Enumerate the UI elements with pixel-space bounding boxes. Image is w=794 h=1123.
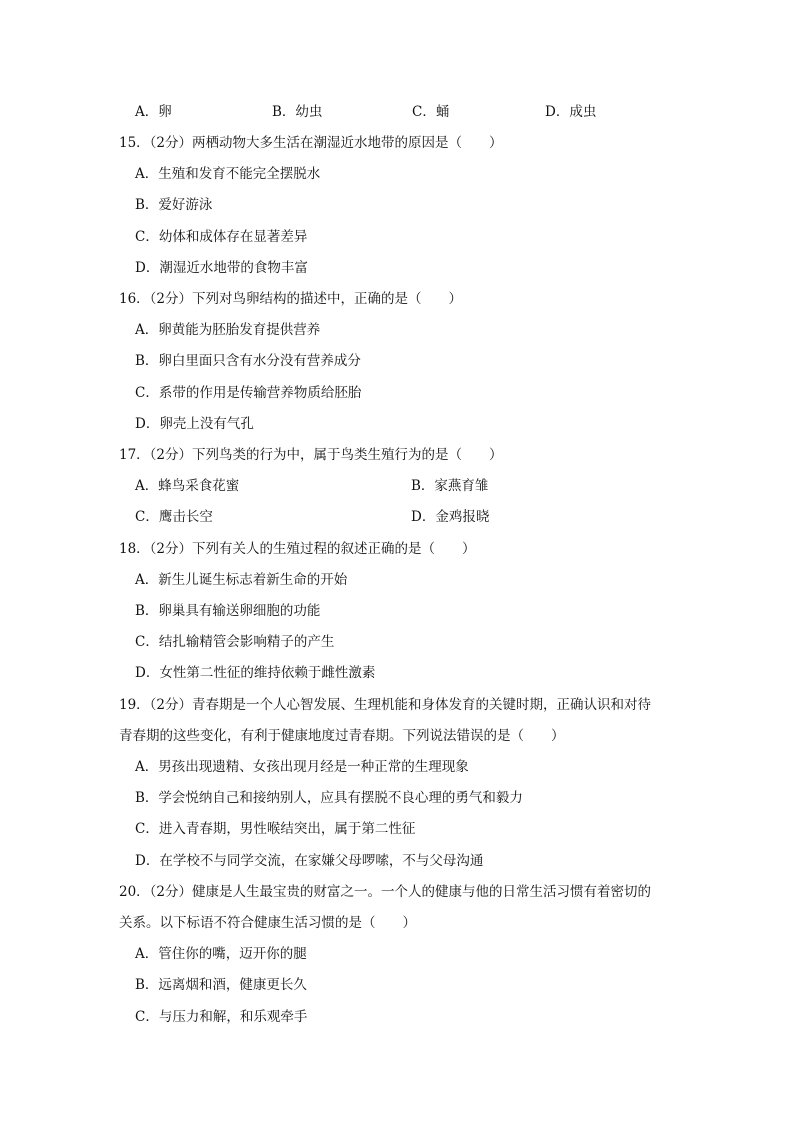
q16-stem: 16．（2分）下列对鸟卵结构的描述中，正确的是（ ） [119,291,463,307]
q18-stem: 18．（2分）下列有关人的生殖过程的叙述正确的是（ ） [119,541,476,557]
q18-option-d: D．女性第二性征的维持依赖于雌性激素 [135,665,376,681]
q15-option-c: C．幼体和成体存在显著差异 [135,229,308,245]
q16-option-d: D．卵壳上没有气孔 [135,416,254,432]
q19-stem-line1: 19．（2分）青春期是一个人心智发展、生理机能和身体发育的关键时期，正确认识和对待 [119,697,652,713]
q19-option-c: C．进入青春期，男性喉结突出，属于第二性征 [135,821,416,837]
q16-option-a: A．卵黄能为胚胎发育提供营养 [135,322,321,338]
q18-option-b: B．卵巢具有输送卵细胞的功能 [135,603,321,619]
q19-option-d: D．在学校不与同学交流，在家嫌父母啰嗦，不与父母沟通 [135,853,484,869]
q19-stem-line2: 青春期的这些变化，有利于健康地度过青春期。下列说法错误的是（ ） [119,728,565,744]
q19-option-a: A．男孩出现遗精、女孩出现月经是一种正常的生理现象 [135,759,469,775]
q20-stem-line1: 20．（2分）健康是人生最宝贵的财富之一。一个人的健康与他的日常生活习惯有着密切的 [119,884,652,900]
q14-option-d: D．成虫 [545,104,597,120]
q14-option-a: A．卵 [135,104,172,120]
q15-stem: 15．（2分）两栖动物大多生活在潮湿近水地带的原因是（ ） [119,135,503,151]
q18-option-a: A．新生儿诞生标志着新生命的开始 [135,572,348,588]
q15-option-d: D．潮湿近水地带的食物丰富 [135,260,308,276]
q17-option-b: B．家燕育雏 [411,478,489,494]
q17-option-a: A．蜂鸟采食花蜜 [135,478,240,494]
q20-option-b: B．远离烟和酒，健康更长久 [135,977,307,993]
q17-option-c: C．鹰击长空 [135,509,213,525]
q15-option-a: A．生殖和发育不能完全摆脱水 [135,166,321,182]
q19-option-b: B．学会悦纳自己和接纳别人，应具有摆脱不良心理的勇气和毅力 [135,790,523,806]
q16-option-c: C．系带的作用是传输营养物质给胚胎 [135,385,362,401]
q15-option-b: B．爱好游泳 [135,197,213,213]
q17-stem: 17．（2分）下列鸟类的行为中，属于鸟类生殖行为的是（ ） [119,447,503,463]
q20-option-a: A．管住你的嘴，迈开你的腿 [135,946,307,962]
q18-option-c: C．结扎输精管会影响精子的产生 [135,634,335,650]
q14-option-b: B．幼虫 [272,104,323,120]
q16-option-b: B．卵白里面只含有水分没有营养成分 [135,353,361,369]
q20-option-c: C．与压力和解，和乐观牵手 [135,1009,308,1025]
q17-option-d: D．金鸡报晓 [411,509,490,525]
q14-option-c: C．蛹 [412,104,450,120]
q20-stem-line2: 关系。以下标语不符合健康生活习惯的是（ ） [119,915,416,931]
